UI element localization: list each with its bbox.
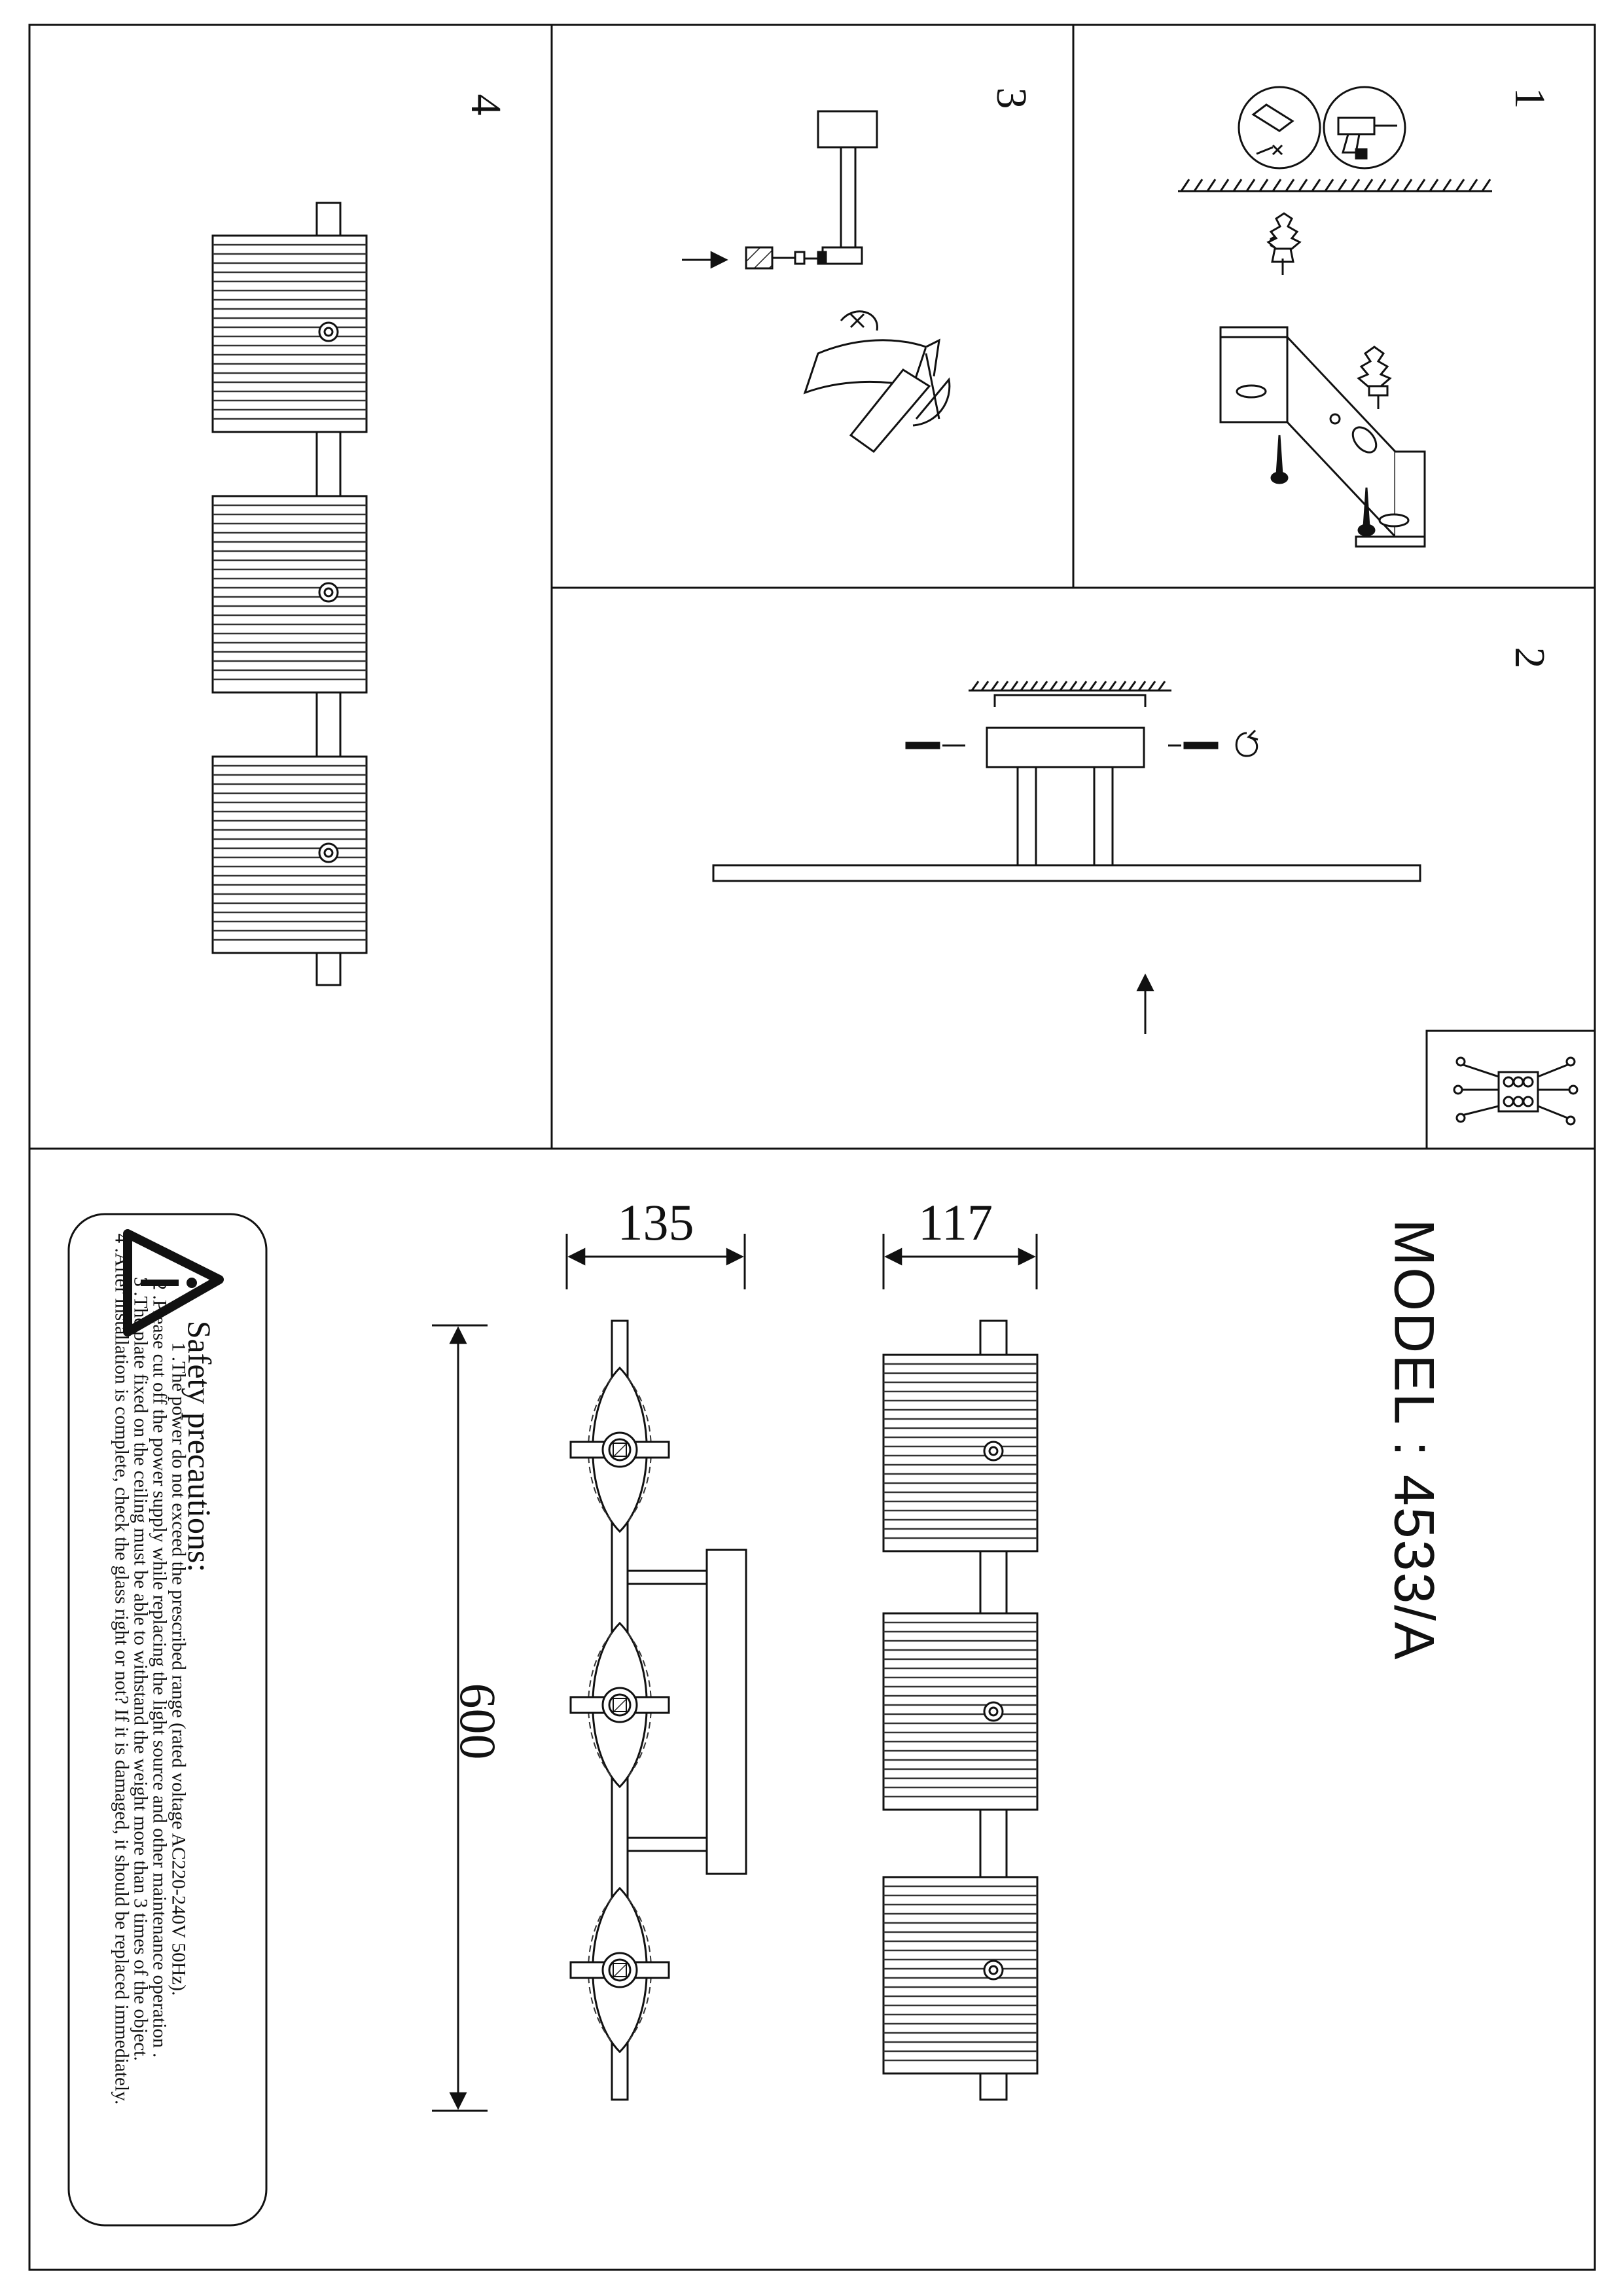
rotate-icon xyxy=(1236,730,1258,756)
step1-illustration xyxy=(1178,87,1492,547)
side-screw-icon xyxy=(1168,743,1217,748)
step-number: 3 xyxy=(988,87,1035,109)
wall-anchor-icon xyxy=(1268,213,1300,275)
drill-icon xyxy=(1324,87,1405,168)
screw-icon xyxy=(1272,435,1287,483)
dimension-width-label: 135 xyxy=(617,1194,694,1251)
side-screw-icon xyxy=(906,743,965,748)
model-label: MODEL : 4533/A xyxy=(1382,1219,1446,1661)
no-pencil-icon xyxy=(1239,87,1320,168)
side-view-drawing xyxy=(571,1321,746,2100)
safety-line: 1 .The power do not exceed the prescribed range (rated voltage AC220-240V 50Hz). xyxy=(168,1342,189,1996)
step4-illustration xyxy=(213,203,366,985)
wall-anchor-icon xyxy=(1359,347,1390,409)
step3-illustration xyxy=(682,111,950,452)
rotate-icon xyxy=(841,312,877,331)
mounting-bracket-icon xyxy=(1221,327,1425,547)
safety-line: 3 .The plate fixed on the ceiling must be able to withstand the weight more than 3 times of the object. xyxy=(130,1277,151,2061)
safety-line: 2 .Please cut off the power supply while replacing the light source and other maintenance operation . xyxy=(149,1280,170,2058)
dimension-length-label: 600 xyxy=(450,1683,507,1760)
step-number: 4 xyxy=(462,94,510,116)
step2-illustration xyxy=(713,681,1420,1034)
wiring-diagram-icon xyxy=(1454,1058,1577,1124)
front-view-drawing xyxy=(883,1321,1037,2100)
step-number: 2 xyxy=(1506,647,1554,669)
dimension-width-label: 117 xyxy=(918,1194,993,1251)
safety-title: Safety precautions: xyxy=(181,1320,218,1573)
ceiling-mark-icon xyxy=(969,681,1171,691)
safety-line: 4 .After installation is complete, check the glass right or not? If it is damaged, it should be replaced immediately. xyxy=(111,1233,132,2105)
ceiling-mark-icon xyxy=(1178,179,1492,191)
step-number: 1 xyxy=(1506,87,1554,109)
